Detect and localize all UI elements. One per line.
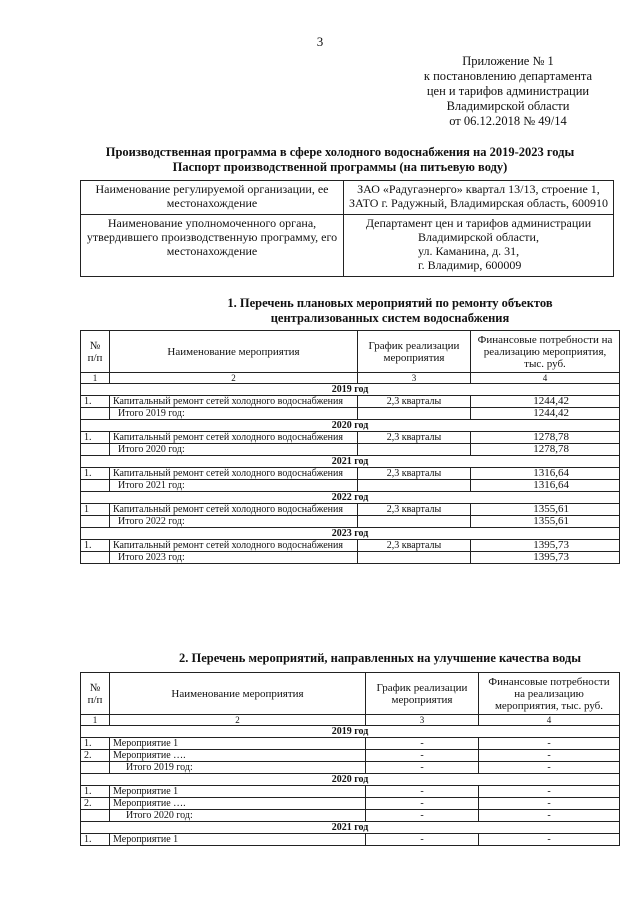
year-row (81, 384, 620, 396)
column-number: 3 (358, 373, 471, 384)
document-title (60, 145, 620, 175)
page-number: 3 (316, 34, 324, 49)
row-num: 1 (81, 504, 110, 516)
row-schedule: - (366, 762, 479, 774)
passport-row (81, 181, 614, 215)
repair-plan-table (80, 330, 620, 564)
row-finance: 1395,73 (471, 540, 620, 552)
passport-value-line: ул. Каманина, д. 31, (418, 244, 520, 258)
year-label: 2019 год (81, 384, 620, 396)
passport-row (81, 215, 614, 277)
total-label: Итого 2022 год: (110, 516, 358, 528)
appendix-line: Владимирской области (446, 99, 570, 113)
row-finance: 1355,61 (471, 504, 620, 516)
row-num (81, 444, 110, 456)
year-label: 2020 год (81, 420, 620, 432)
total-row (81, 480, 620, 492)
row-num (81, 552, 110, 564)
table-row (81, 504, 620, 516)
year-row (81, 822, 620, 834)
year-label: 2021 год (81, 822, 620, 834)
year-row (81, 774, 620, 786)
row-finance: - (479, 834, 620, 846)
water-quality-table (80, 672, 620, 846)
row-num (81, 762, 110, 774)
row-name: Мероприятие …. (110, 798, 366, 810)
row-num (81, 516, 110, 528)
column-number: 4 (471, 373, 620, 384)
row-schedule (358, 444, 471, 456)
table-row (81, 786, 620, 798)
appendix-line: Приложение № 1 (462, 54, 554, 68)
column-number: 1 (81, 715, 110, 726)
header-num: № п/п (81, 673, 110, 715)
row-finance: - (479, 810, 620, 822)
row-schedule (358, 516, 471, 528)
row-schedule: - (366, 810, 479, 822)
row-finance: - (479, 786, 620, 798)
title-line: Паспорт производственной программы (на питьевую воду) (172, 160, 508, 174)
row-name: Мероприятие 1 (110, 786, 366, 798)
row-schedule: - (366, 798, 479, 810)
column-number-row (81, 715, 620, 726)
row-finance: - (479, 750, 620, 762)
year-row (81, 492, 620, 504)
row-schedule: - (366, 750, 479, 762)
year-row (81, 456, 620, 468)
row-num (81, 480, 110, 492)
total-label: Итого 2020 год: (110, 444, 358, 456)
header-num: № п/п (81, 331, 110, 373)
row-num (81, 408, 110, 420)
passport-value (344, 215, 614, 277)
total-label: Итого 2019 год: (110, 408, 358, 420)
row-name: Мероприятие 1 (110, 738, 366, 750)
row-num: 1. (81, 786, 110, 798)
header-schedule: График реализации мероприятия (358, 331, 471, 373)
passport-value-line: Владимирской области, (418, 230, 539, 244)
row-finance: - (479, 738, 620, 750)
table-header-row (81, 673, 620, 715)
year-row (81, 726, 620, 738)
appendix-line: к постановлению департамента (423, 69, 593, 83)
row-schedule (358, 480, 471, 492)
row-schedule: 2,3 кварталы (358, 468, 471, 480)
title-line: Производственная программа в сфере холодного водоснабжения на 2019-2023 годы (105, 145, 575, 159)
table-row (81, 834, 620, 846)
passport-value: ЗАО «Радугаэнерго» квартал 13/13, строение 1, ЗАТО г. Радужный, Владимирская область, 600910 (344, 181, 614, 215)
table-row (81, 738, 620, 750)
total-value: 1278,78 (471, 444, 620, 456)
total-row (81, 444, 620, 456)
row-schedule: 2,3 кварталы (358, 432, 471, 444)
total-value: 1355,61 (471, 516, 620, 528)
appendix-line: цен и тарифов администрации (426, 84, 590, 98)
row-name: Капитальный ремонт сетей холодного водоснабжения (110, 396, 358, 408)
row-schedule (358, 408, 471, 420)
header-schedule: График реализации мероприятия (366, 673, 479, 715)
column-number: 2 (110, 373, 358, 384)
year-label: 2019 год (81, 726, 620, 738)
row-schedule: - (366, 738, 479, 750)
total-row (81, 516, 620, 528)
row-finance: - (479, 762, 620, 774)
year-label: 2022 год (81, 492, 620, 504)
year-row (81, 420, 620, 432)
total-value: 1244,42 (471, 408, 620, 420)
row-num (81, 810, 110, 822)
total-label: Итого 2020 год: (110, 810, 366, 822)
row-num: 1. (81, 468, 110, 480)
section1-heading (200, 296, 580, 326)
row-schedule: - (366, 786, 479, 798)
header-name: Наименование мероприятия (110, 331, 358, 373)
total-row (81, 762, 620, 774)
row-num: 1. (81, 540, 110, 552)
passport-value-line: г. Владимир, 600009 (418, 258, 522, 272)
row-schedule: 2,3 кварталы (358, 504, 471, 516)
row-num: 2. (81, 750, 110, 762)
row-num: 2. (81, 798, 110, 810)
year-label: 2023 год (81, 528, 620, 540)
total-row (81, 810, 620, 822)
row-name: Капитальный ремонт сетей холодного водоснабжения (110, 432, 358, 444)
row-name: Капитальный ремонт сетей холодного водоснабжения (110, 540, 358, 552)
year-label: 2020 год (81, 774, 620, 786)
table-row (81, 468, 620, 480)
section1-heading-line: 1. Перечень плановых мероприятий по ремонту объектов (227, 296, 553, 310)
appendix-line: от 06.12.2018 № 49/14 (449, 114, 567, 128)
row-finance: 1244,42 (471, 396, 620, 408)
table-row (81, 798, 620, 810)
row-schedule: 2,3 кварталы (358, 396, 471, 408)
column-number: 3 (366, 715, 479, 726)
row-num: 1. (81, 738, 110, 750)
total-row (81, 552, 620, 564)
table-row (81, 750, 620, 762)
row-schedule: - (366, 834, 479, 846)
column-number: 4 (479, 715, 620, 726)
column-number: 2 (110, 715, 366, 726)
column-number: 1 (81, 373, 110, 384)
table-row (81, 396, 620, 408)
total-label: Итого 2023 год: (110, 552, 358, 564)
column-number-row (81, 373, 620, 384)
row-schedule: 2,3 кварталы (358, 540, 471, 552)
total-value: 1395,73 (471, 552, 620, 564)
passport-label: Наименование уполномоченного органа, утвердившего производственную программу, его местонахождение (81, 215, 344, 277)
row-num: 1. (81, 834, 110, 846)
total-row (81, 408, 620, 420)
total-label: Итого 2019 год: (110, 762, 366, 774)
year-row (81, 528, 620, 540)
row-num: 1. (81, 432, 110, 444)
row-name: Мероприятие …. (110, 750, 366, 762)
row-num: 1. (81, 396, 110, 408)
row-finance: 1316,64 (471, 468, 620, 480)
row-finance: 1278,78 (471, 432, 620, 444)
section1-heading-line: централизованных систем водоснабжения (270, 311, 510, 325)
header-finance: Финансовые потребности на реализацию мероприятия, тыс. руб. (479, 673, 620, 715)
row-name: Мероприятие 1 (110, 834, 366, 846)
appendix-block (400, 54, 616, 129)
section2-heading: 2. Перечень мероприятий, направленных на улучшение качества воды (178, 651, 582, 665)
row-finance: - (479, 798, 620, 810)
passport-label: Наименование регулируемой организации, ее местонахождение (81, 181, 344, 215)
year-label: 2021 год (81, 456, 620, 468)
row-name: Капитальный ремонт сетей холодного водоснабжения (110, 504, 358, 516)
header-name: Наименование мероприятия (110, 673, 366, 715)
header-finance: Финансовые потребности на реализацию мероприятия, тыс. руб. (471, 331, 620, 373)
passport-table (80, 180, 614, 277)
table-row (81, 432, 620, 444)
row-schedule (358, 552, 471, 564)
row-name: Капитальный ремонт сетей холодного водоснабжения (110, 468, 358, 480)
table-row (81, 540, 620, 552)
total-label: Итого 2021 год: (110, 480, 358, 492)
passport-value-line: Департамент цен и тарифов администрации (365, 216, 592, 230)
total-value: 1316,64 (471, 480, 620, 492)
table-header-row (81, 331, 620, 373)
